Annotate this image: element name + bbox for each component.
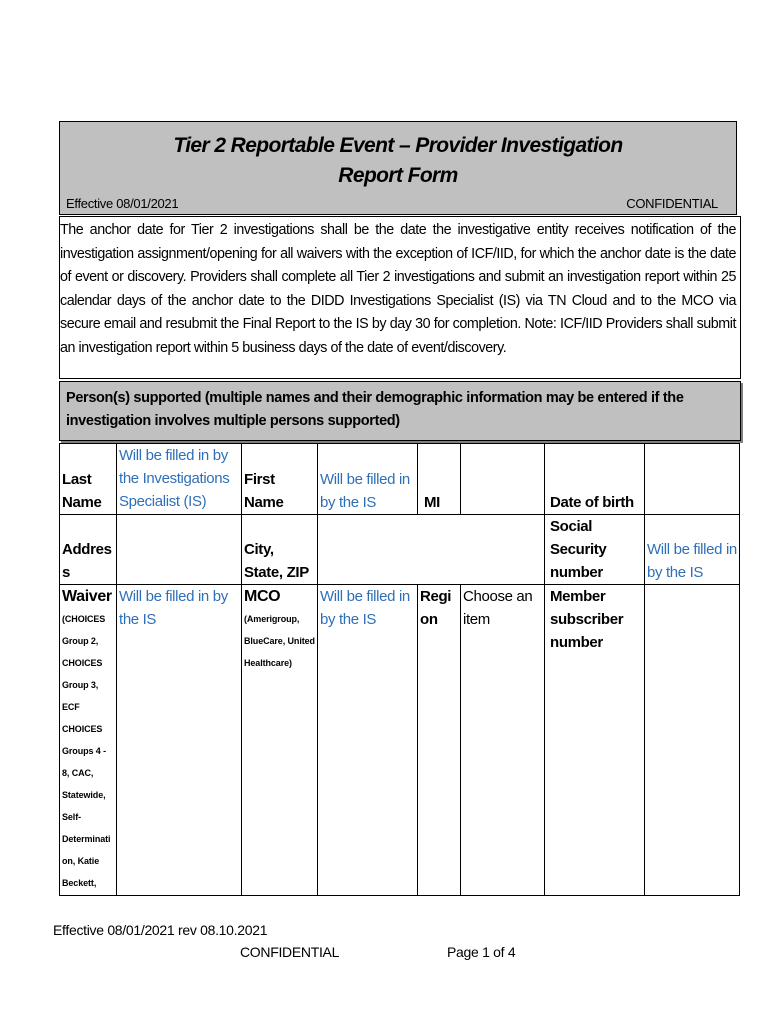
mi-label: MI	[418, 444, 461, 515]
footer-page-number: Page 1 of 4	[447, 944, 516, 960]
footer-effective-rev: Effective 08/01/2021 rev 08.10.2021	[53, 922, 268, 938]
form-title-line2: Report Form	[338, 164, 458, 187]
footer-confidential: CONFIDENTIAL	[240, 944, 340, 960]
address-label: Address	[60, 515, 117, 585]
ssn-field[interactable]: Will be filled in by the IS	[645, 515, 740, 585]
region-dropdown[interactable]: Choose an item	[461, 585, 545, 896]
confidential-label: CONFIDENTIAL	[626, 196, 718, 211]
persons-supported-heading-text: Person(s) supported (multiple names and their demographic information may be entered if the investigation involves multiple persons supported)	[66, 390, 684, 429]
last-name-field[interactable]: Will be filled in by the Investigations Specialist (IS)	[117, 444, 242, 515]
waiver-label-cell	[60, 585, 117, 896]
last-name-label: Last Name	[60, 444, 117, 515]
mco-label-cell	[242, 585, 318, 896]
effective-date: Effective 08/01/2021	[66, 196, 179, 211]
city-state-zip-field[interactable]	[318, 515, 545, 585]
region-label: Region	[418, 585, 461, 896]
mi-field[interactable]	[461, 444, 545, 515]
city-state-zip-label: City, State, ZIP	[242, 515, 318, 585]
dob-label: Date of birth	[545, 444, 645, 515]
member-subscriber-label: Member subscriber number	[545, 585, 645, 896]
form-header	[59, 121, 737, 215]
mco-label: MCO	[244, 588, 281, 605]
first-name-field[interactable]: Will be filled in by the IS	[318, 444, 418, 515]
persons-supported-heading	[59, 381, 741, 441]
dob-field[interactable]	[645, 444, 740, 515]
address-field[interactable]	[117, 515, 242, 585]
mco-note: (Amerigroup, BlueCare, United Healthcare)	[244, 614, 315, 668]
name-row	[60, 444, 740, 515]
waiver-note: (CHOICES Group 2, CHOICES Group 3, ECF CHOICES Groups 4 - 8, CAC, Statewide, Self-Determination, Katie Beckett,	[62, 614, 111, 888]
instructions-box	[59, 216, 741, 379]
waiver-field[interactable]: Will be filled in by the IS	[117, 585, 242, 896]
first-name-label: First Name	[242, 444, 318, 515]
ssn-label: Social Security number	[545, 515, 645, 585]
mco-field[interactable]: Will be filled in by the IS	[318, 585, 418, 896]
address-row	[60, 515, 740, 585]
waiver-label: Waiver	[62, 588, 112, 605]
form-title-line1: Tier 2 Reportable Event – Provider Investigation	[173, 134, 623, 157]
waiver-row	[60, 585, 740, 896]
person-info-table	[59, 443, 740, 896]
instructions-text: The anchor date for Tier 2 investigations shall be the date the investigative entity receives notification of the investigation assignment/opening for all waivers with the exception of ICF/IID, for which the anchor date is the date of event or discovery. Providers shall complete all Tier 2 investigations and submit an investigation report within 25 calendar days of the anchor date to the DIDD Investigations Specialist (IS) via TN Cloud and to the MCO via secure email and resubmit the Final Report to the IS by day 30 for completion. Note: ICF/IID Providers shall submit an investigation report within 5 business days of the date of event/discovery.	[60, 222, 736, 356]
member-subscriber-field[interactable]	[645, 585, 740, 896]
